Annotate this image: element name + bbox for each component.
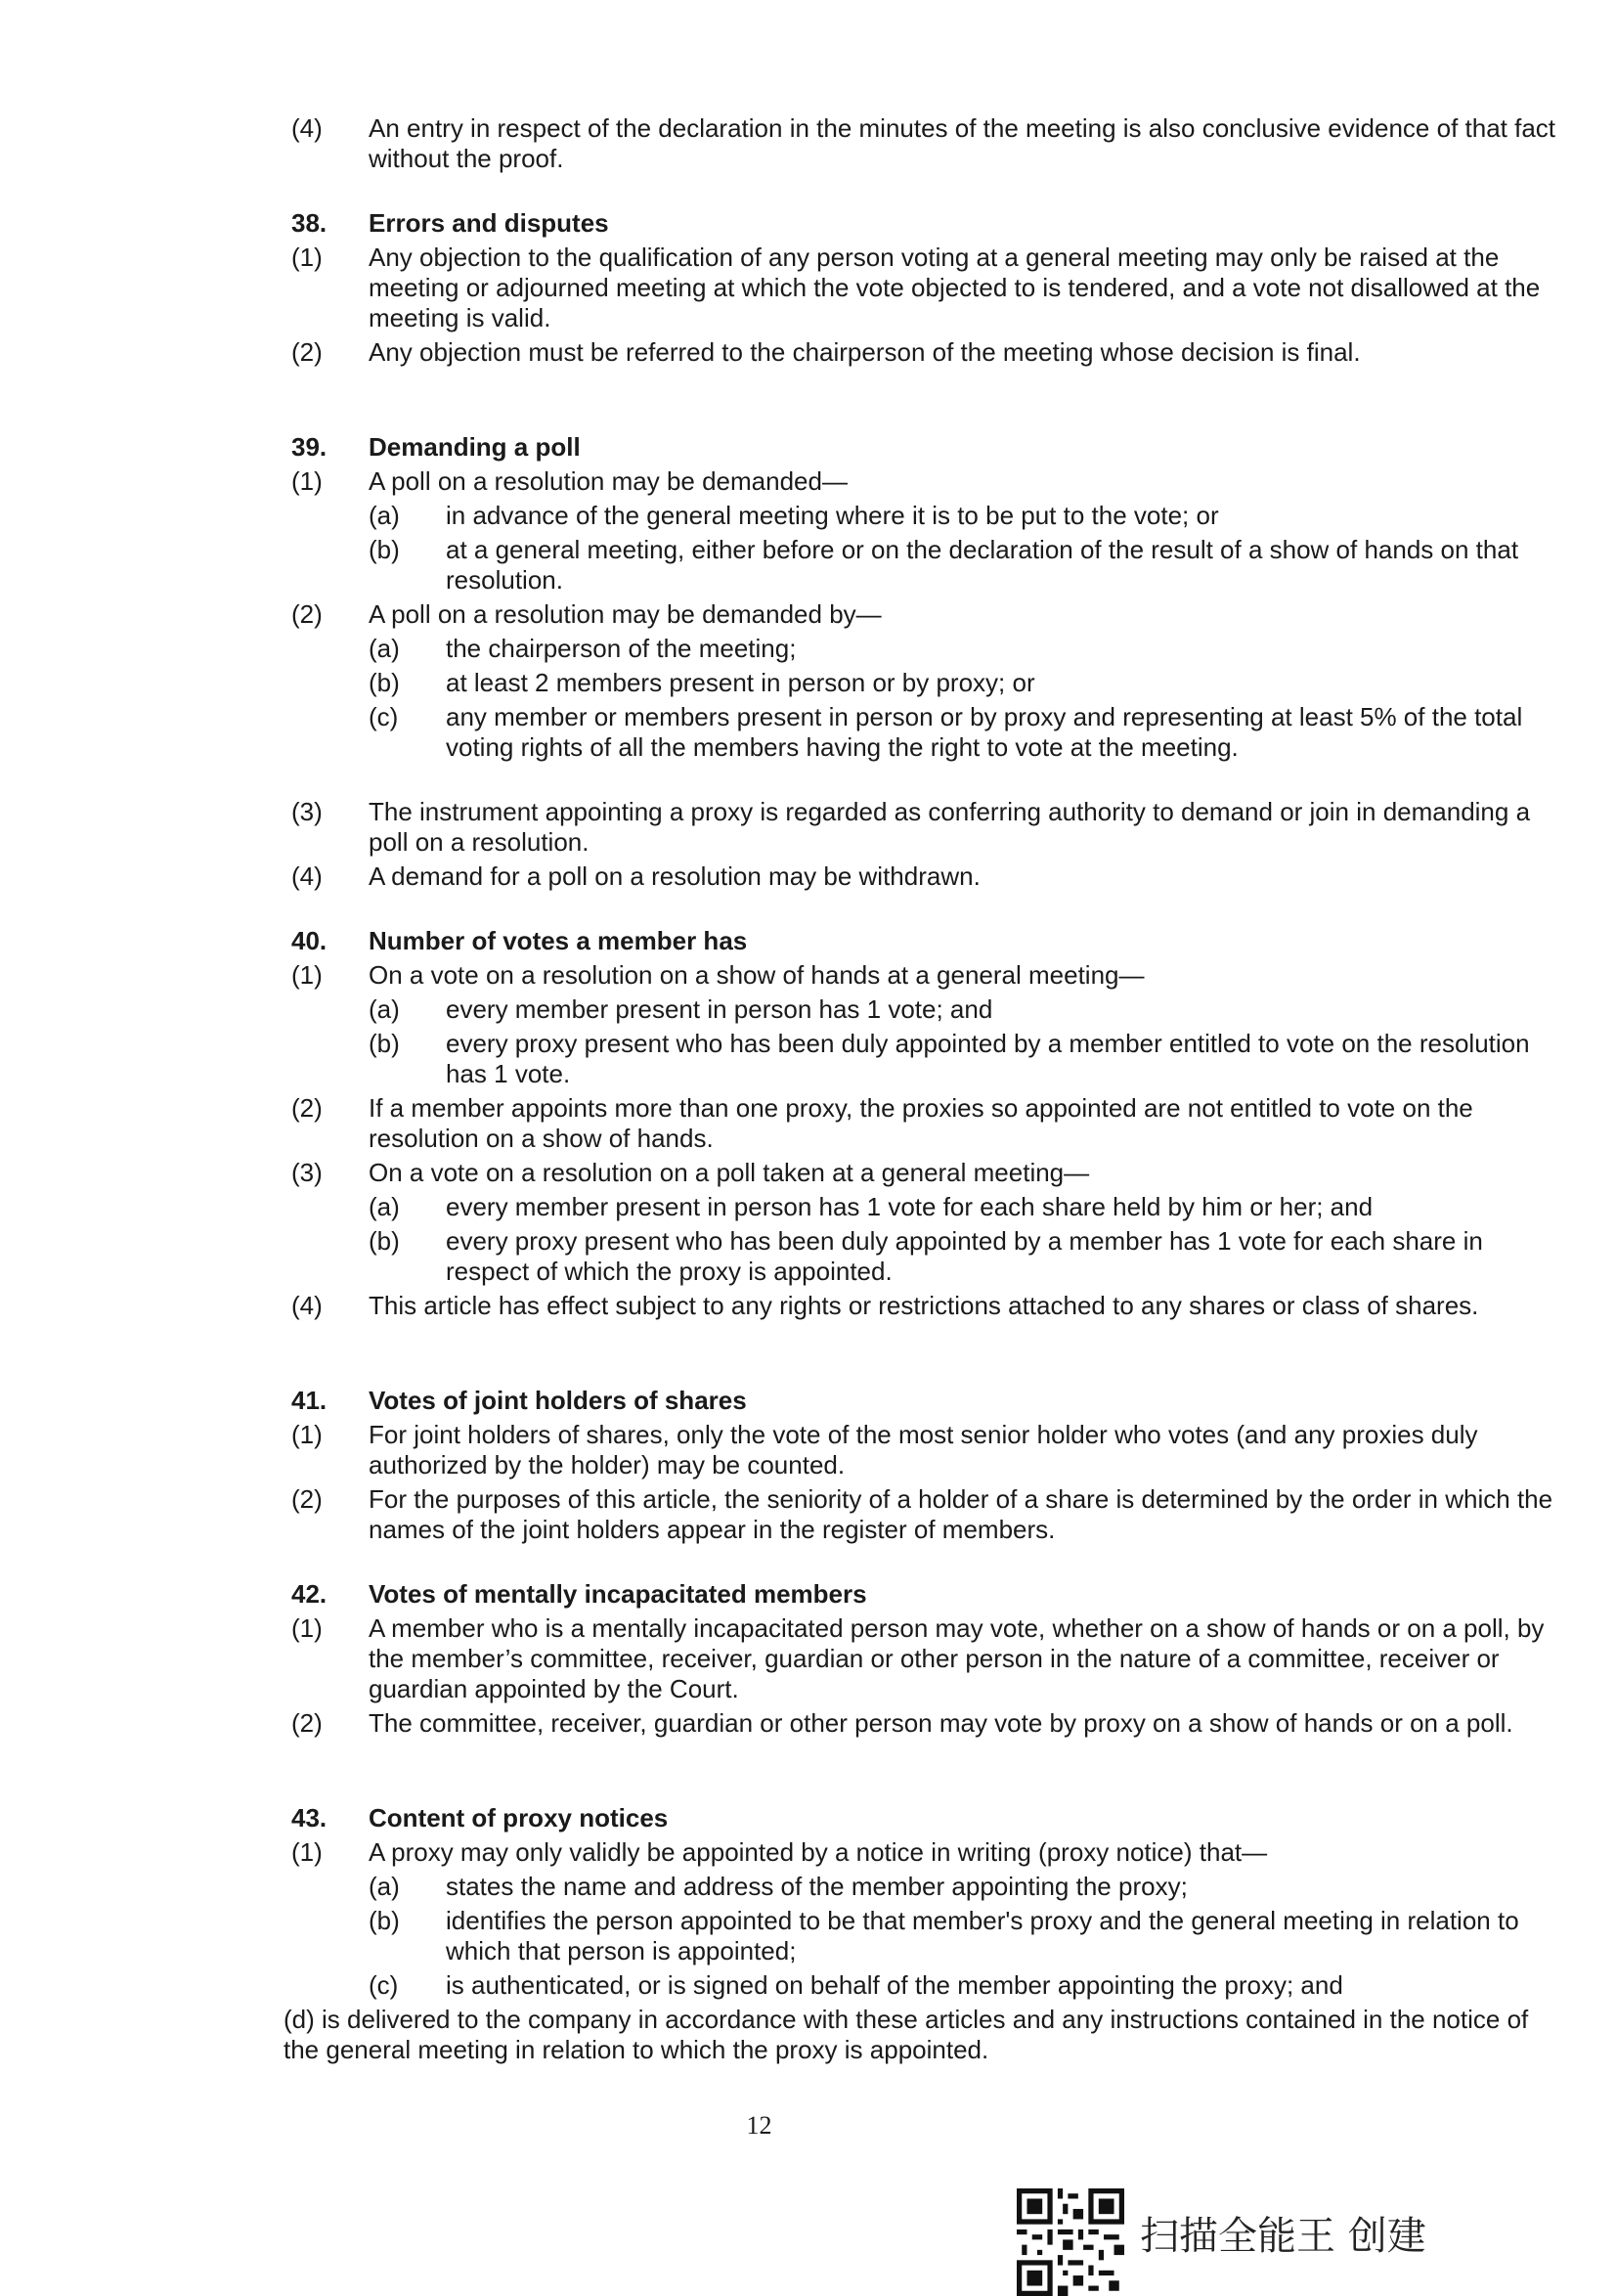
- clause-text: The instrument appointing a proxy is regarded as conferring authority to demand or join in demanding a poll on a resolution.: [369, 797, 1531, 857]
- qr-code-icon: [1017, 2188, 1124, 2296]
- clause-text: If a member appoints more than one proxy, the proxies so appointed are not entitled to vote on the resolution on a show of hands.: [369, 1093, 1473, 1153]
- clause-number: (b): [369, 1029, 400, 1058]
- article-title: Content of proxy notices: [369, 1803, 669, 1832]
- clause-text: every proxy present who has been duly appointed by a member has 1 vote for each share in respect of which the proxy is appointed.: [446, 1226, 1483, 1286]
- article-title: Votes of joint holders of shares: [369, 1386, 747, 1415]
- clause-number: (a): [369, 1872, 400, 1901]
- clause-text: A poll on a resolution may be demanded—: [369, 466, 848, 496]
- article-number: 43.: [291, 1803, 328, 1832]
- clause-number: (b): [369, 1226, 400, 1256]
- clause-text: Any objection to the qualification of any person voting at a general meeting may only be raised at the meeting or adjourned meeting at which the vote objected to is tendered, and a vote not disallowed at the meeting is valid.: [369, 243, 1541, 332]
- clause-text: at a general meeting, either before or on the declaration of the result of a show of hands on that resolution.: [446, 535, 1519, 595]
- clause-text: every member present in person has 1 vote; and: [446, 994, 993, 1024]
- clause-text: An entry in respect of the declaration in the minutes of the meeting is also conclusive evidence of that fact without the proof.: [369, 113, 1556, 173]
- clause-text: A demand for a poll on a resolution may be withdrawn.: [369, 861, 981, 891]
- clause-text: A poll on a resolution may be demanded by—: [369, 599, 882, 629]
- article-number: 39.: [291, 432, 328, 462]
- clause-number: (2): [291, 1093, 323, 1123]
- clause-number: (1): [291, 243, 323, 272]
- clause-text: the chairperson of the meeting;: [446, 634, 797, 663]
- clause-text: A proxy may only validly be appointed by a notice in writing (proxy notice) that—: [369, 1837, 1268, 1867]
- clause-number: (1): [291, 1420, 323, 1449]
- clause-text: On a vote on a resolution on a show of hands at a general meeting—: [369, 960, 1145, 990]
- clause-text: A member who is a mentally incapacitated person may vote, whether on a show of hands or on a poll, by the member’s committee, receiver, guardian or other person in the nature of a committee, receiver or guardian appointed by the Court.: [369, 1613, 1545, 1703]
- clause-number: (c): [369, 1970, 399, 2000]
- article-number: 41.: [291, 1386, 328, 1415]
- clause-number: (a): [369, 1192, 400, 1221]
- clause-number: (1): [291, 466, 323, 496]
- clause-text: On a vote on a resolution on a poll taken at a general meeting—: [369, 1158, 1090, 1187]
- clause-text: This article has effect subject to any rights or restrictions attached to any shares or class of shares.: [369, 1291, 1479, 1320]
- clause-text: For the purposes of this article, the seniority of a holder of a share is determined by the order in which the names of the joint holders appear in the register of members.: [369, 1484, 1553, 1544]
- clause-text: every proxy present who has been duly appointed by a member entitled to vote on the resolution has 1 vote.: [446, 1029, 1530, 1088]
- scanner-watermark: 扫描全能王 创建: [1140, 2214, 1426, 2259]
- clause-number: (1): [291, 1837, 323, 1867]
- article-title: Number of votes a member has: [369, 926, 748, 955]
- clause-number: (a): [369, 994, 400, 1024]
- clause-text: identifies the person appointed to be that member's proxy and the general meeting in relation to which that person is appointed;: [446, 1906, 1519, 1965]
- article-number: 38.: [291, 208, 328, 238]
- clause-number: (c): [369, 702, 399, 731]
- clause-text: at least 2 members present in person or by proxy; or: [446, 668, 1035, 697]
- clause-number: (3): [291, 1158, 323, 1187]
- clause-text: The committee, receiver, guardian or other person may vote by proxy on a show of hands or on a poll.: [369, 1708, 1513, 1738]
- clause-text: is authenticated, or is signed on behalf of the member appointing the proxy; and: [446, 1970, 1343, 2000]
- article-title: Votes of mentally incapacitated members: [369, 1579, 867, 1609]
- clause-number: (2): [291, 1708, 323, 1738]
- article-number: 40.: [291, 926, 328, 955]
- clause-text: For joint holders of shares, only the vote of the most senior holder who votes (and any proxies duly authorized by the holder) may be counted.: [369, 1420, 1478, 1479]
- clause-text: every member present in person has 1 vote for each share held by him or her; and: [446, 1192, 1374, 1221]
- clause-number: (3): [291, 797, 323, 826]
- clause-number: (b): [369, 1906, 400, 1935]
- clause-number: (4): [291, 861, 323, 891]
- clause-number: (4): [291, 113, 323, 143]
- clause-number: (2): [291, 337, 323, 367]
- clause-number: (4): [291, 1291, 323, 1320]
- clause-number: (b): [369, 668, 400, 697]
- clause-text: states the name and address of the member appointing the proxy;: [446, 1872, 1188, 1901]
- clause-number: (a): [369, 634, 400, 663]
- clause-number: (1): [291, 960, 323, 990]
- clause-text: in advance of the general meeting where it is to be put to the vote; or: [446, 501, 1219, 530]
- clause-number: (b): [369, 535, 400, 564]
- clause-text: (d) is delivered to the company in accordance with these articles and any instructions contained in the notice of the general meeting in relation to which the proxy is appointed.: [284, 2005, 1529, 2064]
- page-number: 12: [746, 2111, 772, 2140]
- clause-number: (2): [291, 1484, 323, 1514]
- clause-number: (1): [291, 1613, 323, 1643]
- clause-text: any member or members present in person or by proxy and representing at least 5% of the total voting rights of all the members having the right to vote at the meeting.: [446, 702, 1523, 762]
- article-number: 42.: [291, 1579, 328, 1609]
- clause-number: (a): [369, 501, 400, 530]
- article-title: Errors and disputes: [369, 208, 609, 238]
- article-title: Demanding a poll: [369, 432, 581, 462]
- clause-number: (2): [291, 599, 323, 629]
- clause-text: Any objection must be referred to the chairperson of the meeting whose decision is final.: [369, 337, 1361, 367]
